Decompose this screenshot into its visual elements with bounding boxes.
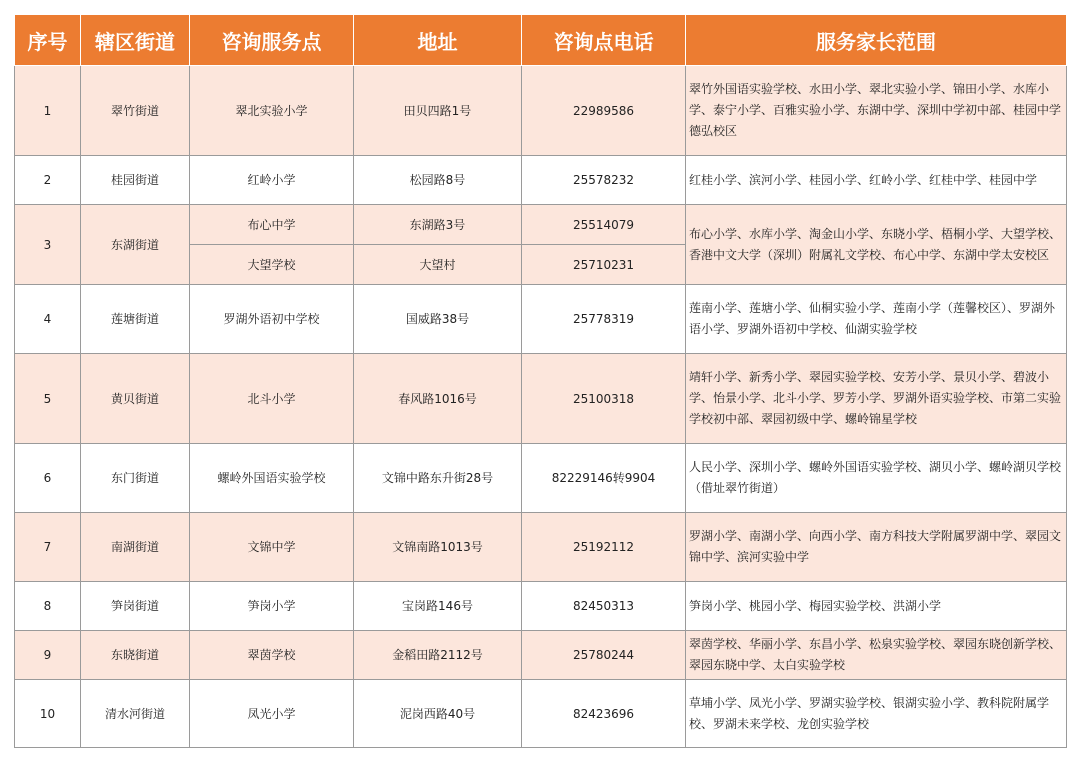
- cell-scope: 红桂小学、滨河小学、桂园小学、红岭小学、红桂中学、桂园中学: [686, 156, 1067, 205]
- table-row: [15, 66, 1067, 156]
- cell-service-point: 翠北实验小学: [190, 66, 354, 156]
- header-service-point: 咨询服务点: [190, 15, 354, 66]
- cell-no: 1: [15, 66, 81, 156]
- cell-scope: 罗湖小学、南湖小学、向西小学、南方科技大学附属罗湖中学、翠园文锦中学、滨河实验中学: [686, 513, 1067, 582]
- cell-scope: 笋岗小学、桃园小学、梅园实验学校、洪湖小学: [686, 582, 1067, 631]
- table-row: [15, 444, 1067, 513]
- cell-address: 宝岗路146号: [354, 582, 522, 631]
- cell-phone: 25578232: [522, 156, 686, 205]
- cell-service-point: 大望学校: [190, 245, 354, 285]
- cell-no: 9: [15, 631, 81, 680]
- cell-service-point: 翠茵学校: [190, 631, 354, 680]
- cell-service-point: 文锦中学: [190, 513, 354, 582]
- cell-no: 4: [15, 285, 81, 354]
- cell-address: 文锦南路1013号: [354, 513, 522, 582]
- table-row: [15, 582, 1067, 631]
- table-row: [15, 631, 1067, 680]
- cell-phone: 25192112: [522, 513, 686, 582]
- cell-scope: 草埔小学、凤光小学、罗湖实验学校、银湖实验小学、教科院附属学校、罗湖未来学校、龙创实验学校: [686, 680, 1067, 748]
- consultation-table-wrapper: [14, 14, 1066, 748]
- cell-phone: 25514079: [522, 205, 686, 245]
- cell-street: 东门街道: [81, 444, 190, 513]
- cell-street: 笋岗街道: [81, 582, 190, 631]
- header-address: 地址: [354, 15, 522, 66]
- cell-street: 莲塘街道: [81, 285, 190, 354]
- cell-address: 东湖路3号: [354, 205, 522, 245]
- cell-no: 6: [15, 444, 81, 513]
- cell-phone: 82450313: [522, 582, 686, 631]
- cell-address: 田贝四路1号: [354, 66, 522, 156]
- table-row: [15, 285, 1067, 354]
- cell-street: 翠竹街道: [81, 66, 190, 156]
- cell-no: 2: [15, 156, 81, 205]
- table-row: [15, 354, 1067, 444]
- table-row: [15, 680, 1067, 748]
- cell-street: 东湖街道: [81, 205, 190, 285]
- cell-street: 南湖街道: [81, 513, 190, 582]
- cell-address: 松园路8号: [354, 156, 522, 205]
- cell-service-point: 红岭小学: [190, 156, 354, 205]
- consultation-table: [14, 14, 1067, 748]
- cell-phone: 25780244: [522, 631, 686, 680]
- cell-scope: 莲南小学、莲塘小学、仙桐实验小学、莲南小学（莲馨校区）、罗湖外语小学、罗湖外语初中学校、仙湖实验学校: [686, 285, 1067, 354]
- header-phone: 咨询点电话: [522, 15, 686, 66]
- cell-service-point: 北斗小学: [190, 354, 354, 444]
- cell-phone: 25710231: [522, 245, 686, 285]
- cell-street: 黄贝街道: [81, 354, 190, 444]
- cell-no: 7: [15, 513, 81, 582]
- cell-no: 5: [15, 354, 81, 444]
- cell-address: 国威路38号: [354, 285, 522, 354]
- cell-scope: 布心小学、水库小学、淘金山小学、东晓小学、梧桐小学、大望学校、香港中文大学（深圳）附属礼文学校、布心中学、东湖中学太安校区: [686, 205, 1067, 285]
- header-street: 辖区街道: [81, 15, 190, 66]
- cell-address: 春风路1016号: [354, 354, 522, 444]
- table-row: [15, 513, 1067, 582]
- header-scope: 服务家长范围: [686, 15, 1067, 66]
- cell-scope: 靖轩小学、新秀小学、翠园实验学校、安芳小学、景贝小学、碧波小学、怡景小学、北斗小学、罗芳小学、罗湖外语实验学校、市第二实验学校初中部、翠园初级中学、螺岭锦星学校: [686, 354, 1067, 444]
- cell-phone: 22989586: [522, 66, 686, 156]
- cell-phone: 82229146转9904: [522, 444, 686, 513]
- cell-phone: 25100318: [522, 354, 686, 444]
- cell-no: 3: [15, 205, 81, 285]
- cell-street: 清水河街道: [81, 680, 190, 748]
- cell-address: 金稻田路2112号: [354, 631, 522, 680]
- table-row: [15, 156, 1067, 205]
- cell-street: 桂园街道: [81, 156, 190, 205]
- cell-address: 泥岗西路40号: [354, 680, 522, 748]
- cell-service-point: 罗湖外语初中学校: [190, 285, 354, 354]
- cell-service-point: 笋岗小学: [190, 582, 354, 631]
- cell-no: 8: [15, 582, 81, 631]
- cell-street: 东晓街道: [81, 631, 190, 680]
- cell-phone: 25778319: [522, 285, 686, 354]
- cell-service-point: 布心中学: [190, 205, 354, 245]
- cell-phone: 82423696: [522, 680, 686, 748]
- cell-service-point: 螺岭外国语实验学校: [190, 444, 354, 513]
- table-row: [15, 205, 1067, 245]
- cell-scope: 翠茵学校、华丽小学、东昌小学、松泉实验学校、翠园东晓创新学校、翠园东晓中学、太白实验学校: [686, 631, 1067, 680]
- cell-no: 10: [15, 680, 81, 748]
- table-header-row: [15, 15, 1067, 66]
- cell-scope: 翠竹外国语实验学校、水田小学、翠北实验小学、锦田小学、水库小学、泰宁小学、百雅实验小学、东湖中学、深圳中学初中部、桂园中学德弘校区: [686, 66, 1067, 156]
- header-no: 序号: [15, 15, 81, 66]
- cell-scope: 人民小学、深圳小学、螺岭外国语实验学校、湖贝小学、螺岭湖贝学校（借址翠竹街道）: [686, 444, 1067, 513]
- cell-address: 大望村: [354, 245, 522, 285]
- cell-service-point: 凤光小学: [190, 680, 354, 748]
- cell-address: 文锦中路东升街28号: [354, 444, 522, 513]
